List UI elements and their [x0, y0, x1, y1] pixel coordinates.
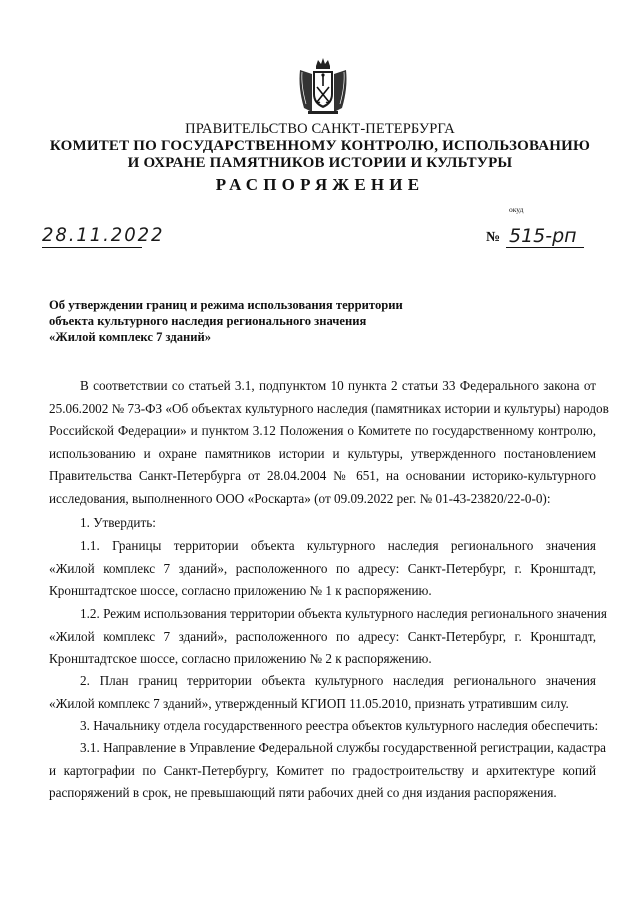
paragraph-line: Правительства Санкт-Петербурга от 28.04.2004 № 651, на основании историко-культурного	[49, 468, 596, 484]
subject-line: Об утверждении границ и режима использования территории	[49, 298, 403, 312]
item-1-paragraph	[49, 512, 596, 535]
handwritten-date: 28.11.2022	[42, 224, 165, 246]
number-field	[506, 221, 584, 248]
paragraph-line: 25.06.2002 № 73-ФЗ «Об объектах культурного наследия (памятниках истории и культуры) народов	[49, 400, 609, 416]
paragraph-line: «Жилой комплекс 7 зданий», утвержденный КГИОП 11.05.2010, признать утратившим силу.	[49, 695, 569, 711]
number-label: №	[486, 230, 501, 245]
subject-line: «Жилой комплекс 7 зданий»	[49, 330, 212, 344]
intro-paragraph	[49, 375, 609, 511]
paragraph-line: Российской Федерации» и пунктом 3.12 Положения о Комитете по государственному контролю,	[49, 423, 596, 439]
paragraph-line: Кронштадтское шоссе, согласно приложению № 1 к распоряжению.	[49, 583, 432, 599]
paragraph-line: распоряжений в срок, не превышающий пяти рабочих дней со дня издания распоряжения.	[49, 785, 557, 801]
paragraph-line: Кронштадтское шоссе, согласно приложению № 2 к распоряжению.	[49, 651, 432, 667]
document-type-title: РАСПОРЯЖЕНИЕ	[215, 175, 425, 194]
date-field	[42, 221, 165, 248]
committee-title-line1: КОМИТЕТ ПО ГОСУДАРСТВЕННОМУ КОНТРОЛЮ, ИСПОЛЬЗОВАНИЮ	[49, 138, 591, 154]
item-3-paragraph	[49, 715, 599, 738]
item-2-paragraph	[49, 670, 596, 715]
handwritten-number: 515-рп	[509, 225, 577, 247]
paragraph-line: исследования, выполненного ООО «Роскарта» (от 09.09.2022 рег. № 01-43-23820/22-0-0):	[49, 490, 551, 506]
item-1-1-paragraph	[49, 535, 596, 603]
government-title: ПРАВИТЕЛЬСТВО САНКТ-ПЕТЕРБУРГА	[185, 121, 455, 137]
okud-label: окуд	[509, 205, 524, 214]
paragraph-line: «Жилой комплекс 7 зданий», расположенного по адресу: Санкт-Петербург, г. Кронштадт,	[49, 628, 596, 644]
paragraph-line: 1.1. Границы территории объекта культурного наследия регионального значения	[80, 538, 596, 553]
paragraph-line: 1. Утвердить:	[80, 515, 156, 530]
paragraph-line: «Жилой комплекс 7 зданий», расположенного по адресу: Санкт-Петербург, г. Кронштадт,	[49, 560, 596, 576]
paragraph-line: 2. План границ территории объекта культурного наследия регионального значения	[80, 673, 596, 688]
document-subject	[49, 297, 449, 345]
item-3-1-paragraph	[49, 737, 607, 805]
paragraph-line: 3.1. Направление в Управление Федеральной службы государственной регистрации, кадастра	[80, 740, 607, 755]
paragraph-line: 3. Начальнику отдела государственного реестра объектов культурного наследия обеспечить:	[80, 718, 599, 733]
paragraph-line: использованию и охране памятников истории и культуры, утвержденного постановлением	[49, 445, 596, 461]
paragraph-line: и картографии по Санкт-Петербургу, Комитет по градостроительству и архитектуре копий	[49, 762, 596, 778]
subject-line: объекта культурного наследия регионального значения	[49, 314, 367, 328]
paragraph-line: В соответствии со статьей 3.1, подпунктом 10 пункта 2 статьи 33 Федерального закона от	[80, 378, 596, 393]
paragraph-line: 1.2. Режим использования территории объекта культурного наследия регионального значения	[80, 606, 607, 621]
coat-of-arms-emblem	[296, 56, 350, 116]
committee-title-line2: И ОХРАНЕ ПАМЯТНИКОВ ИСТОРИИ И КУЛЬТУРЫ	[127, 155, 513, 171]
item-1-2-paragraph	[49, 603, 607, 671]
